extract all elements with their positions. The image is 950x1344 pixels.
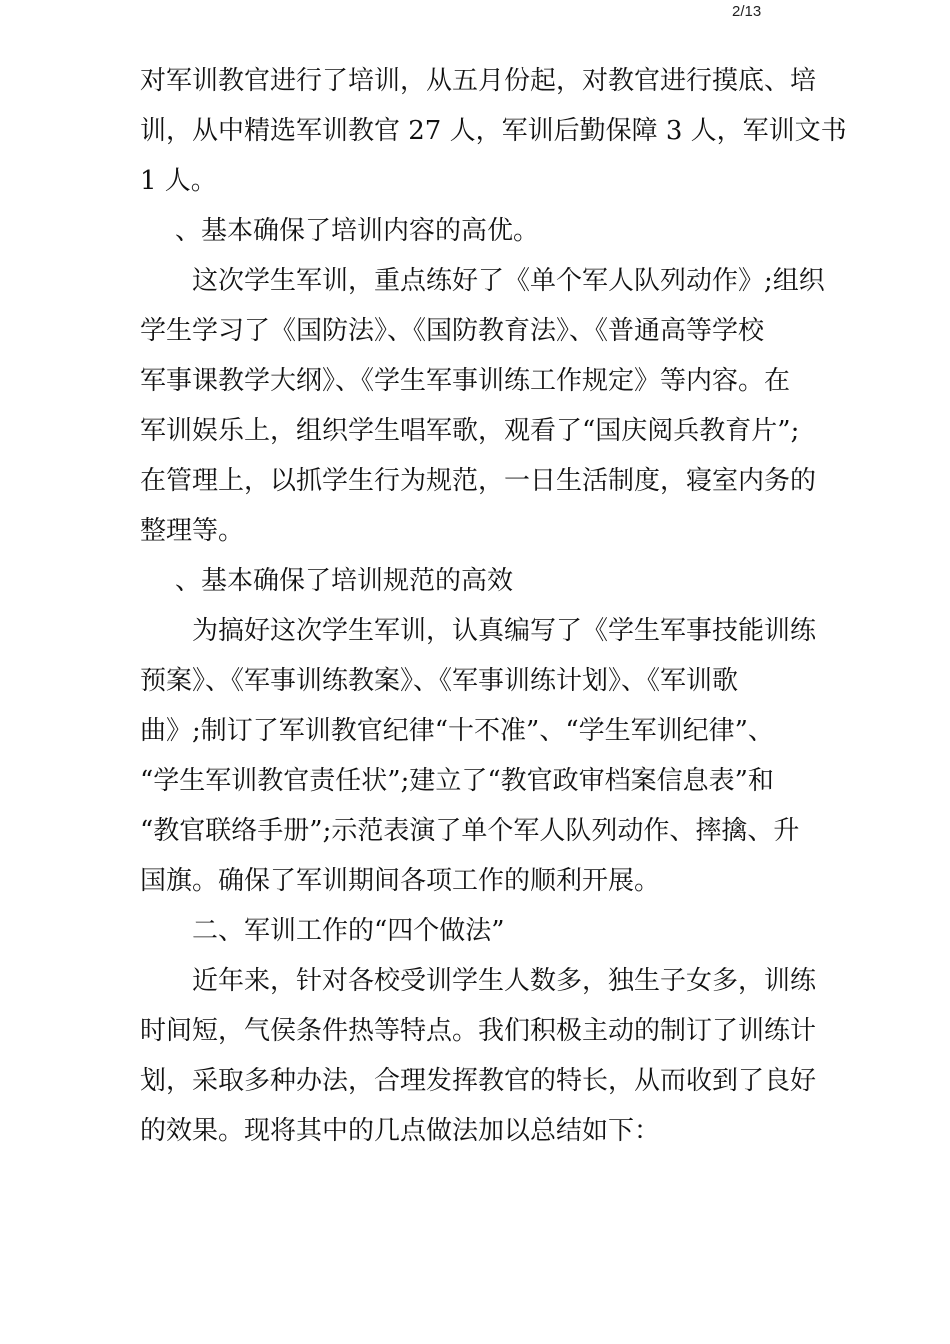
text-line: 军事课教学大纲》、《学生军事训练工作规定》等内容。在: [140, 366, 791, 396]
section-heading: 、基本确保了培训内容的高优。: [175, 216, 540, 246]
text-line: 1 人。: [140, 166, 217, 196]
text-line: 学生学习了《国防法》、《国防教育法》、《普通高等学校: [140, 316, 765, 346]
text-line: “教官联络手册”;示范表演了单个军人队列动作、摔擒、升: [140, 816, 800, 846]
text-line: “学生军训教官责任状”;建立了“教官政审档案信息表”和: [140, 766, 774, 796]
text-line: 国旗。确保了军训期间各项工作的顺利开展。: [140, 866, 661, 896]
paragraph-first-line: 为搞好这次学生军训，认真编写了《学生军事技能训练: [192, 616, 817, 646]
text-line: 预案》、《军事训练教案》、《军事训练计划》、《军训歌: [140, 666, 739, 696]
paragraph-first-line: 近年来，针对各校受训学生人数多，独生子女多，训练: [192, 966, 817, 996]
text-line: 训，从中精选军训教官 27 人，军训后勤保障 3 人，军训文书: [140, 116, 847, 146]
text-line: 时间短，气侯条件热等特点。我们积极主动的制订了训练计: [140, 1016, 817, 1046]
paragraph-first-line: 这次学生军训，重点练好了《单个军人队列动作》;组织: [192, 266, 825, 296]
section-heading: 二、军训工作的“四个做法”: [192, 916, 505, 946]
page-number: 2/13: [732, 3, 762, 20]
text-line: 对军训教官进行了培训，从五月份起，对教官进行摸底、培: [140, 66, 817, 96]
text-line: 曲》;制订了军训教官纪律“十不准”、“学生军训纪律”、: [140, 716, 774, 746]
text-line: 划，采取多种办法，合理发挥教官的特长，从而收到了良好: [140, 1066, 817, 1096]
text-line: 军训娱乐上，组织学生唱军歌，观看了“国庆阅兵教育片”;: [140, 416, 800, 446]
text-line: 在管理上，以抓学生行为规范，一日生活制度，寝室内务的: [140, 466, 817, 496]
text-line: 整理等。: [140, 516, 245, 546]
text-line: 的效果。现将其中的几点做法加以总结如下：: [140, 1116, 661, 1146]
section-heading: 、基本确保了培训规范的高效: [175, 566, 514, 596]
